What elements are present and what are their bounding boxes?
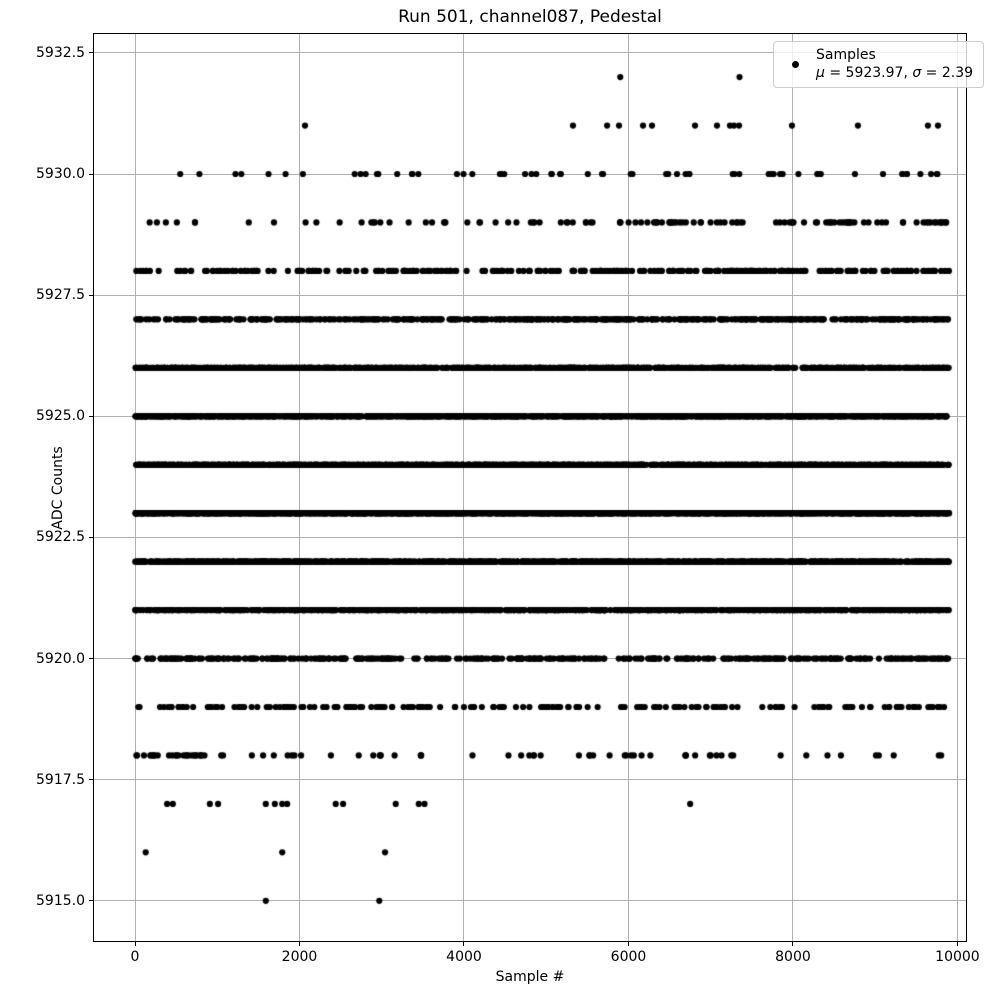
x-tick-mark <box>299 942 300 946</box>
x-axis-label: Sample # <box>495 969 565 985</box>
y-tick-label: 5917.5 <box>36 771 85 788</box>
y-tick-mark <box>89 295 93 296</box>
y-tick-label: 5927.5 <box>36 287 85 304</box>
y-axis-label: ADC Counts <box>50 446 66 530</box>
chart-title: Run 501, channel087, Pedestal <box>398 7 662 27</box>
x-tick-mark <box>628 942 629 946</box>
y-tick-label: 5915.0 <box>36 892 85 909</box>
legend-samples-label: Samples <box>816 47 876 63</box>
x-tick-mark <box>135 942 136 946</box>
x-tick-label: 10000 <box>935 949 980 965</box>
sigma-value: = 2.39 <box>921 64 974 81</box>
y-tick-label: 5930.0 <box>36 166 85 182</box>
y-tick-label: 5920.0 <box>36 650 85 667</box>
x-tick-label: 6000 <box>610 949 647 965</box>
x-tick-mark <box>463 942 464 946</box>
legend-marker-icon <box>774 61 816 68</box>
x-tick-mark <box>957 942 958 946</box>
y-tick-mark <box>89 779 93 780</box>
x-tick-label: 8000 <box>775 949 811 965</box>
mu-value: = 5923.97, <box>824 64 913 81</box>
legend-stats-label <box>816 65 973 83</box>
y-tick-mark <box>89 658 93 659</box>
y-tick-mark <box>89 416 93 417</box>
y-tick-mark <box>89 537 93 538</box>
legend <box>773 41 984 88</box>
y-tick-label: 5932.5 <box>36 44 85 61</box>
y-tick-label: 5922.5 <box>36 529 85 546</box>
legend-text <box>816 47 973 82</box>
x-tick-label: 2000 <box>281 949 318 965</box>
sigma-symbol: σ <box>912 64 922 81</box>
scatter-points-canvas <box>93 33 967 942</box>
x-tick-label: 0 <box>130 949 140 965</box>
y-tick-label: 5925.0 <box>36 408 85 425</box>
y-tick-mark <box>89 174 93 175</box>
mu-symbol: μ <box>816 64 825 81</box>
y-tick-mark <box>89 52 93 53</box>
y-tick-mark <box>89 900 93 901</box>
x-tick-label: 4000 <box>446 949 482 965</box>
x-tick-mark <box>792 942 793 946</box>
